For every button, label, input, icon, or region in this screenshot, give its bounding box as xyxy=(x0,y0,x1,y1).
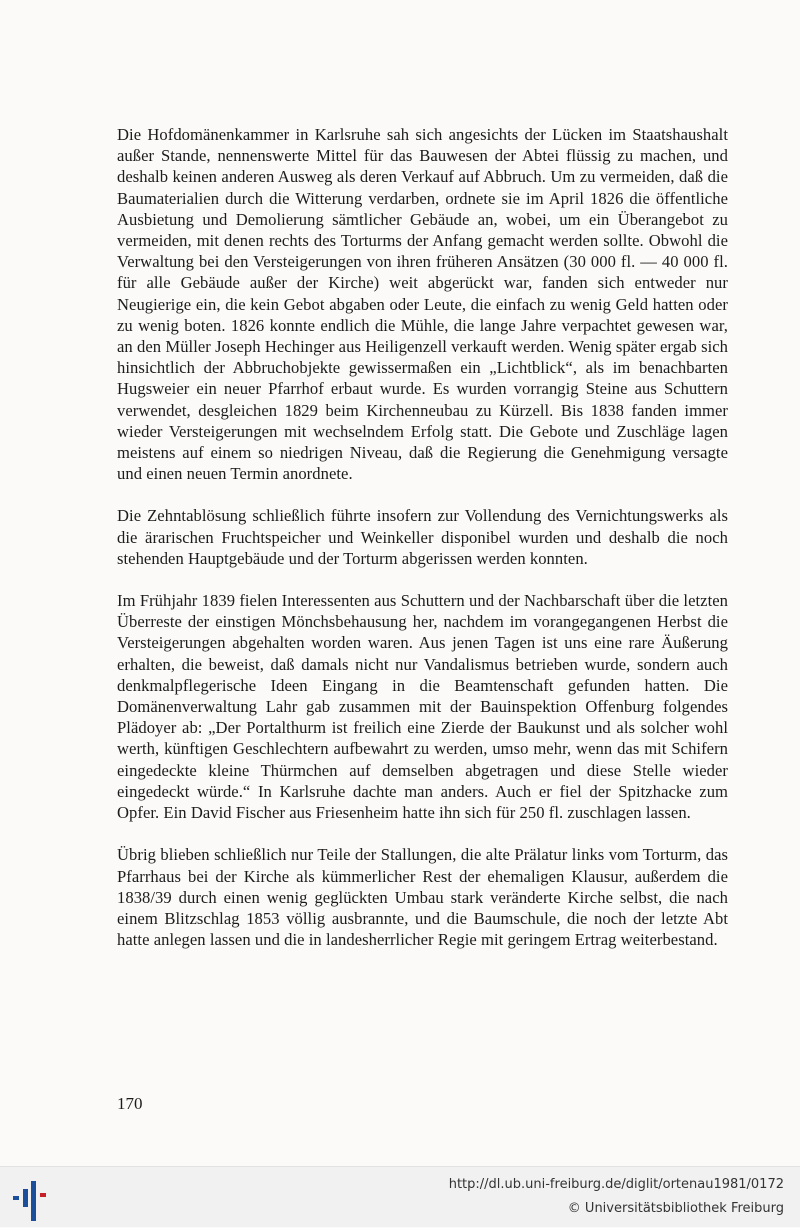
page-number: 170 xyxy=(117,1094,143,1113)
paragraph-4: Übrig blieben schließlich nur Teile der Stallungen, die alte Prälatur links vom Torturm, das Pfarrhaus bei der Kirche als kümmerlicher Rest der ehemaligen Klausur, außerdem die 1838/39 durch einen wenig geglückten Umbau stark veränderte Kirche selbst, die nach einem Blitzschlag 1853 völlig ausbrannte, und die Baumschule, die noch der letzte Abt hatte anlegen lassen und die in landesherrlicher Regie mit geringem Ertrag weiterbestand. xyxy=(117,845,728,950)
copyright-notice: © Universitätsbibliothek Freiburg xyxy=(567,1201,784,1216)
body-text xyxy=(117,124,728,950)
footer-bar xyxy=(0,1166,800,1227)
source-url-link[interactable]: http://dl.ub.uni-freiburg.de/diglit/ortenau1981/0172 xyxy=(448,1177,784,1192)
paragraph-1: Die Hofdomänenkammer in Karlsruhe sah sich angesichts der Lücken im Staatshaushalt außer Stande, nennenswerte Mittel für das Bauwesen der Abtei flüssig zu machen, und deshalb keinen anderen Ausweg als deren Verkauf auf Abbruch. Um zu vermeiden, daß die Baumaterialien durch die Witterung verdarben, ordnete sie im April 1826 die öffentliche Ausbietung und Demolierung sämtlicher Gebäude an, wobei, um ein Überangebot zu vermeiden, mit denen rechts des Torturms der Anfang gemacht werden sollte. Obwohl die Verwaltung bei den Versteigerungen von ihren früheren Ansätzen (30 000 fl. — 40 000 fl. für alle Gebäude außer der Kirche) weit abgerückt war, fanden sich entweder nur Neugierige ein, die kein Gebot abgaben oder Leute, die einfach zu wenig Geld hatten oder zu wenig boten. 1826 konnte endlich die Mühle, die lange Jahre verpachtet gewesen war, an den Müller Joseph Hechinger aus Heiligenzell verkauft werden. Wenig später ergab sich hinsichtlich der Abbruchobjekte gewissermaßen ein „Lichtblick“, als im benachbarten Hugsweier ein neuer Pfarrhof erbaut wurde. Es wurden vorrangig Steine aus Schuttern verwendet, desgleichen 1829 beim Kirchenneubau zu Kürzell. Bis 1838 fanden immer wieder Versteigerungen mit wechselndem Erfolg statt. Die Gebote und Zuschläge lagen meistens auf einem so niedrigen Niveau, daß die Regierung die Genehmigung versagte und einen neuen Termin anordnete. xyxy=(117,125,728,484)
paragraph-3: Im Frühjahr 1839 fielen Interessenten aus Schuttern und der Nachbarschaft über die letzten Überreste der einstigen Mönchsbehausung her, nachdem im vorangegangenen Herbst die Versteigerungen abgehalten worden waren. Aus jenen Tagen ist uns eine rare Äußerung erhalten, die beweist, daß damals nicht nur Vandalismus betrieben wurde, sondern auch denkmalpflegerische Ideen Eingang in die Beamtenschaft gefunden hatten. Die Domänenverwaltung Lahr gab zusammen mit der Bauinspektion Offenburg folgendes Plädoyer ab: „Der Portalthurm ist freilich eine Zierde der Baukunst und als solcher wohl werth, künftigen Geschlechtern aufbewahrt zu werden, umso mehr, wenn das mit Schifern eingedeckte kleine Thürmchen auf demselben abgetragen und diese Stelle wieder eingedeckt würde.“ In Karlsruhe dachte man anders. Auch er fiel der Spitzhacke zum Opfer. Ein David Fischer aus Friesenheim hatte ihn sich für 250 fl. zuschlagen lassen. xyxy=(117,591,728,823)
paragraph-2: Die Zehntablösung schließlich führte insofern zur Vollendung des Vernichtungswerks als die ärarischen Fruchtspeicher und Weinkeller disponibel wurden und deshalb die noch stehenden Hauptgebäude und der Torturm abgerissen werden konnten. xyxy=(117,506,728,568)
ub-freiburg-logo-icon xyxy=(10,1177,50,1223)
